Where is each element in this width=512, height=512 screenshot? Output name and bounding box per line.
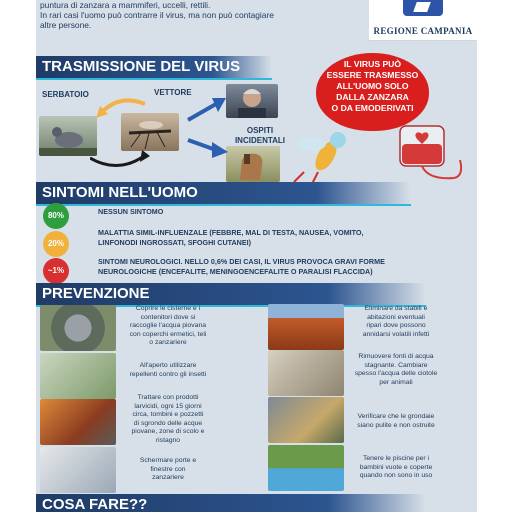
prevention-tip	[346, 353, 446, 387]
arrow-vector-to-human	[188, 104, 216, 120]
bubble-line: IL VIRUS PUÒ	[343, 59, 402, 69]
tip-line: Tenere le piscine per i	[362, 455, 430, 462]
tip-line: con coperchi ermetici, teli	[129, 330, 207, 338]
transmission-arrows	[90, 90, 230, 180]
symptom-badge-neuro	[43, 258, 69, 284]
tip-line: stagnante. Cambiare	[364, 361, 428, 369]
pigeon-icon	[39, 116, 97, 156]
pet-bowl-photo	[268, 350, 344, 396]
symptom-line: LINFONODI INGROSSATI, SFOGHI CUTANEI)	[98, 238, 252, 247]
arrow-vector-to-horse	[188, 140, 216, 150]
symptom-badge-none	[43, 203, 69, 229]
intro-text	[40, 0, 370, 30]
what-to-do-heading: COSA FARE??	[36, 494, 426, 512]
prevention-heading: PREVENZIONE	[36, 283, 426, 305]
badge-value: ~1%	[47, 266, 65, 275]
repellent-photo	[40, 353, 116, 399]
prevention-tip	[118, 457, 218, 483]
symptom-line: MALATTIA SIMIL-INFLUENZALE (FEBBRE, MAL DI TESTA, NAUSEA, VOMITO,	[98, 228, 364, 237]
symptom-text	[98, 257, 408, 277]
intro-line: puntura di zanzara a mammiferi, uccelli, rettili.	[40, 0, 211, 10]
prevention-tip	[346, 413, 446, 430]
bubble-line: O DA EMODERIVATI	[331, 103, 414, 113]
man-photo	[226, 84, 278, 118]
tip-line: zanzariere	[152, 474, 184, 482]
gutter-photo	[268, 397, 344, 443]
region-logo	[369, 0, 477, 41]
prevention-tip	[118, 362, 218, 379]
badge-value: 20%	[47, 239, 64, 248]
intro-line: altre persone.	[40, 20, 92, 30]
tip-line: o zanzariere	[149, 339, 187, 347]
larvicide-photo	[40, 399, 116, 445]
tip-line: quando non sono in uso	[359, 472, 433, 480]
tip-line: di sgrondo delle acque	[133, 419, 203, 427]
symptom-line: NESSUN SINTOMO	[98, 207, 164, 216]
arrow-vector-to-reservoir	[90, 156, 144, 166]
symptom-line: NEUROLOGICHE (ENCEFALITE, MENINGOENCEFALITE O PARALISI FLACCIDA)	[98, 267, 373, 276]
tip-line: larvicidi, ogni 15 giorni	[134, 402, 202, 410]
tip-line: All'aperto utilizzare	[139, 362, 197, 369]
heading-underline	[36, 204, 411, 206]
bubble-line: ALL'UOMO SOLO	[336, 81, 409, 91]
blood-bag-icon	[398, 120, 468, 186]
tip-line: abitazioni eventuali	[367, 313, 425, 321]
symptom-badge-flu	[43, 231, 69, 257]
tip-line: ristagno	[155, 436, 181, 444]
rooftop-photo	[268, 304, 344, 350]
bubble-line: ESSERE TRASMESSO	[326, 70, 419, 80]
tip-line: circa, tombini e pozzetti	[132, 411, 204, 419]
badge-value: 80%	[47, 211, 64, 220]
tip-line: Trattare con prodotti	[137, 394, 199, 401]
symptom-text	[98, 228, 408, 248]
cistern-photo	[40, 305, 116, 351]
intro-line: In rari casi l'uomo può contrarre il virus, ma non può contagiare	[40, 10, 274, 20]
bubble-line: DALLA ZANZARA	[336, 92, 409, 102]
incidental-label-line: INCIDENTALI	[234, 136, 286, 145]
person-icon	[226, 84, 278, 118]
region-emblem-icon	[403, 0, 443, 16]
symptom-line: SINTOMI NEUROLOGICI. NELLO 0,6% DEI CASI, IL VIRUS PROVOCA GRAVI FORME	[98, 257, 385, 266]
prevention-tip	[346, 455, 446, 481]
prevention-tip	[118, 394, 218, 446]
incidental-hosts-label	[230, 126, 290, 146]
transmission-warning-bubble	[316, 53, 429, 131]
tip-line: repellenti contro gli insetti	[129, 370, 207, 378]
tip-line: finestre con	[150, 465, 186, 473]
tip-line: Coprire le cisterne e i	[135, 305, 201, 312]
transmission-heading: TRASMISSIONE DEL VIRUS	[36, 56, 272, 78]
reservoir-label: SERBATOIO	[42, 90, 89, 99]
tip-line: Verificare che le grondaie	[357, 413, 435, 420]
window-screen-photo	[40, 447, 116, 493]
symptoms-heading: SINTOMI NELL'UOMO	[36, 182, 411, 204]
tip-line: Schermare porte e	[139, 457, 197, 464]
tip-line: annidarsi volatili infetti	[362, 330, 430, 338]
tip-line: piovane, zone di scolo e	[131, 428, 205, 436]
tip-line: raccoglie l'acqua piovana	[129, 322, 207, 330]
pigeon-photo	[39, 116, 97, 156]
heading-underline	[36, 78, 272, 80]
tip-line: Rimuovere fonti di acqua	[358, 353, 434, 360]
vector-label: VETTORE	[154, 88, 192, 97]
tip-line: siano pulite e non ostruite	[357, 421, 435, 429]
tip-line: bambini vuote e coperte	[359, 463, 433, 471]
arrow-reservoir-to-vector	[102, 100, 145, 112]
horse-photo	[226, 146, 280, 182]
tip-line: per animali	[379, 378, 413, 386]
tip-line: spesso l'acqua delle ciotole	[354, 370, 438, 378]
region-name: REGIONE CAMPANIA	[373, 26, 473, 36]
tip-line: ripari dove possono	[366, 322, 426, 330]
incidental-label-line: OSPITI	[246, 126, 274, 135]
kiddie-pool-photo	[268, 445, 344, 491]
prevention-tip	[118, 305, 218, 348]
tip-line: contenitori dove si	[140, 313, 196, 321]
prevention-tip	[346, 305, 446, 339]
horse-icon	[226, 146, 280, 182]
tip-line: Eliminare da stabili e	[364, 305, 428, 312]
symptom-text	[98, 207, 408, 217]
